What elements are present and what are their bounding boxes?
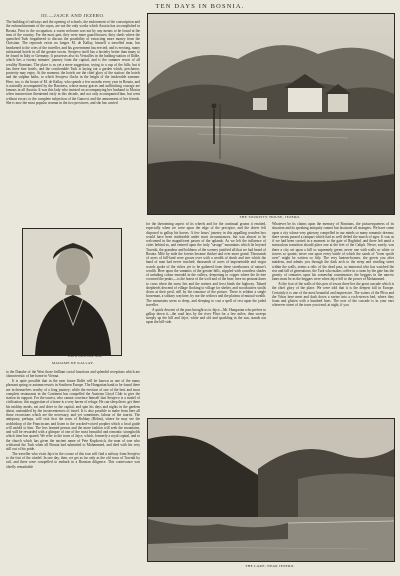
lake-illustration bbox=[148, 419, 394, 561]
portrait-caption: MADAME DE KALLAY. bbox=[52, 361, 94, 365]
portrait-illustration bbox=[23, 229, 121, 355]
article-subtitle: III.—JAJCE AND JEZERO. bbox=[41, 13, 105, 18]
paragraph: for the threatening aspect of its wheels and for the continual groans it emitted, especially when we were upon the edge of the precipice, and the driver felt disposed to gallop his horses. A few hours' journey in this appalling wooden box would have been intolerable under most circumstances, but was almost to be welcomed in the magnificent passes of the uplands. As we left the influence of cities behind us, and entered upon the truly "savage" mountains which lie beyond Travnik, the grandeur and boldness of the scenery justified all that we had heard of Bosnia. Mile by mile the forests became thicker and ever more grand. Thousands of acres of hill-land were grown over with a wealth of shrub and tree which the hand of man had never touched; thousands of acres of impenetrable and virgin woods spoke of the riches yet to be gathered from these storehouses of nature's wealth. Here upon the summits of the greater hills, stippled with countless shades of unfading colour emerald in the valleys, deepening to copper where the fir-tree crowned the peaks,—is the house of the wolf and of the bear; here no peasant dares to cross when the snow lies and the ravines and frost binds the highway. Tabard shepherds descend of village flocking to village for shelter, and woodcutters strolls down at their peril, still by the romance of the picture. There is seldom a single horseman, a solitary wayfarer, by nor the widows and the plateau of mutual wealth. The mountains seem to sleep, and sleeping to cast a spell of rest upon the jaded traveller. bbox=[146, 222, 266, 307]
lake-caption: THE LAKE, NEAR JEZERO. bbox=[245, 564, 295, 568]
paragraph: to the Danube of the West those brilliant social functions and splendid receptions which are characteristic of her home in Vienna. bbox=[6, 370, 140, 379]
tourists-house-illustration bbox=[148, 14, 394, 214]
paragraph: At the foot of the walls of this pen of towns there lies the great cascade which is the chief glory of the place. We were told that it is the deepest fall in Europe. Certainly it is one of the most beautiful and impressive. The waters of the Pliva and the Vrbas here meet and dash down a ravine into a rock-strewn bed, where they foam and glisten with a hundred hues. The roar of the cascade is in your ears wherever street of the town you tread; at night, if you bbox=[272, 282, 394, 308]
column-left-top bbox=[6, 20, 140, 226]
madame-de-kallay-portrait bbox=[22, 228, 122, 356]
column-right bbox=[272, 222, 394, 412]
paragraph: A quick descent of the pass brought us to Jajce—Mr. Hungarian who prefers to gallop down it—the road lays by the river Pliva for a few miles; then sweeps steeply up the hill and Jajce, white and old and sparkling in the sun, stands out upon the hill-side. bbox=[146, 307, 266, 325]
column-middle bbox=[146, 222, 266, 412]
tourists-house-photo bbox=[147, 13, 395, 215]
paragraph: Whatever be its claims upon the memory of Bosnians, the picturesqueness of its situation and its speaking antiquity cannot but fascinate all strangers. We have come upon a city whose very gateway compelled in our minds so many romantic dreams; there seems passed a rampart which had as well defied the march of ages. It was as if we had been carried in a moment to the gate of Baghdad, and there left amid a miraculous transition should place one at the feet of the Caliph. Never, surely, was there a city set upon a hill so supremely green; never one with walls so white or towers so quaint; never one upon every battle of which the sands of "from spoils over" might be written so fitly. The very lantern-houses, she greets you after maidens, and admits you through the dark arch to the steep and winding street within the walls, seems a relic of the dead past, so immortal who has watched the rise and fall of generations; the Turk who makes coffee in a room by the gate has the gravity of centuries upon his somewhat countenance; the beggars in the narrow lanes must be as the beggars were when Jajce fell to the power of Mohammed. bbox=[272, 222, 394, 282]
paragraph: The building of railways and the opening of schools, the endowment of the conscription and the enfranchisement of the rayas, are not the only works which Austria has accomplished in Bosnia. Prior to the occupation, a warm welcome was not by any means to be found at the inns of the country. For the most part, they were mere guard-houses; dirty sheds where the quenched Turk forgathered to discuss the possibility of extracting more money from the Christian. The reproach exists no longer. M. de Kallay, himself a travelled man, has hearkened to the cries of the traveller, and his government has erected, and is erecting, many substantial hotels in all the greater towns. Serajevo itself has a hostelry better than many to be found in Italy or Germany. It possesses also its Versailles in the bathing-station of Ilidže, which lies a twenty minutes' journey from the capital, and is the summer resort of all wealthy Bosnians. The place is as yet a mere suggestion, trying to a cup of the hills; but it has three fine hotels, and the comfortable Turk is laying out a garden which, perchance, posterity may enjoy. At the moment, the hotels are the chief glory of the station: the hotels and the sulphur baths, to which Serajevo flocks in the height of the intolerable summer. Here, too, is the house of M. de Kallay, who spends a few months every year in Bosnia, and is naturally accompanied by the Baroness, whose many graces and unflinching courage are famous in all Austria. It was this lady who insisted on accompanying her husband to Mostar when insurrection threatened early in this decade, and not only accompanied him, but went without escort, to the complete subjection of the Ganovci and the amusement of her friends. She is now the most popular woman in the two provinces, and she has carried bbox=[6, 20, 140, 105]
paragraph: It is quite possible that in the near future Ilidže will be known as one of the many pleasant spring or autumn resorts in Southern Europe. The Hungarian bank to be found there are in themselves worthy of a long journey; while the erection of one of the best and most complete restaurants in the Continent has compelled the Austrian Lloyd Club to give the station its support. For the tourist, who cannot convince himself that Serajevo is a model of civilisation, this suggestion of a home is a very haven of refuge. He can sleep there, get there his midday meals, eat and drive to the capital, and spin his days and nights in the gardens about, untroubled by the inconveniences of travel. It is also possible to make from here all those excursions which are the necessary, and yet sometimes, labour of the tourist. The antiquary, perhaps, will visit first the town of Rohbay (Böhm), where he may see the archbishop of the Franciscans and listen to the cracked-voiced prophet which a local guide will unfold to him. The less learned person and the more fashion will seek the mountains, and will be rewarded with a glimpse of one of the most beautiful and romantic strongholds which time has spared. We refer to the town of Jajce, which, formerly a royal capital, and to the church which has given the ancient name of Pete Kupkovich, the man of true who withstood the Turk when all Bosnia had submitted to Mohammed, and died with his very still out of his pride. bbox=[6, 379, 140, 452]
lake-photo bbox=[147, 418, 395, 562]
paragraph: The traveller who visits Jajce in the course of this tour will find a railway from Serajevo to the foot of the citadel. In one day, then, we get as far only as the old town of Travnik by rail, and there were compelled to embark in a Bosnian diligence. This contrivance was chiefly remarkable bbox=[6, 451, 140, 469]
tourists-house-caption: THE TOURISTS' HOUSE, JEZERO. bbox=[239, 215, 301, 219]
column-left-bottom bbox=[6, 370, 140, 574]
portrait-credit: Photo by Charles Scolik, Vienna bbox=[68, 355, 102, 358]
page-title: TEN DAYS IN BOSNIA. bbox=[155, 3, 245, 10]
